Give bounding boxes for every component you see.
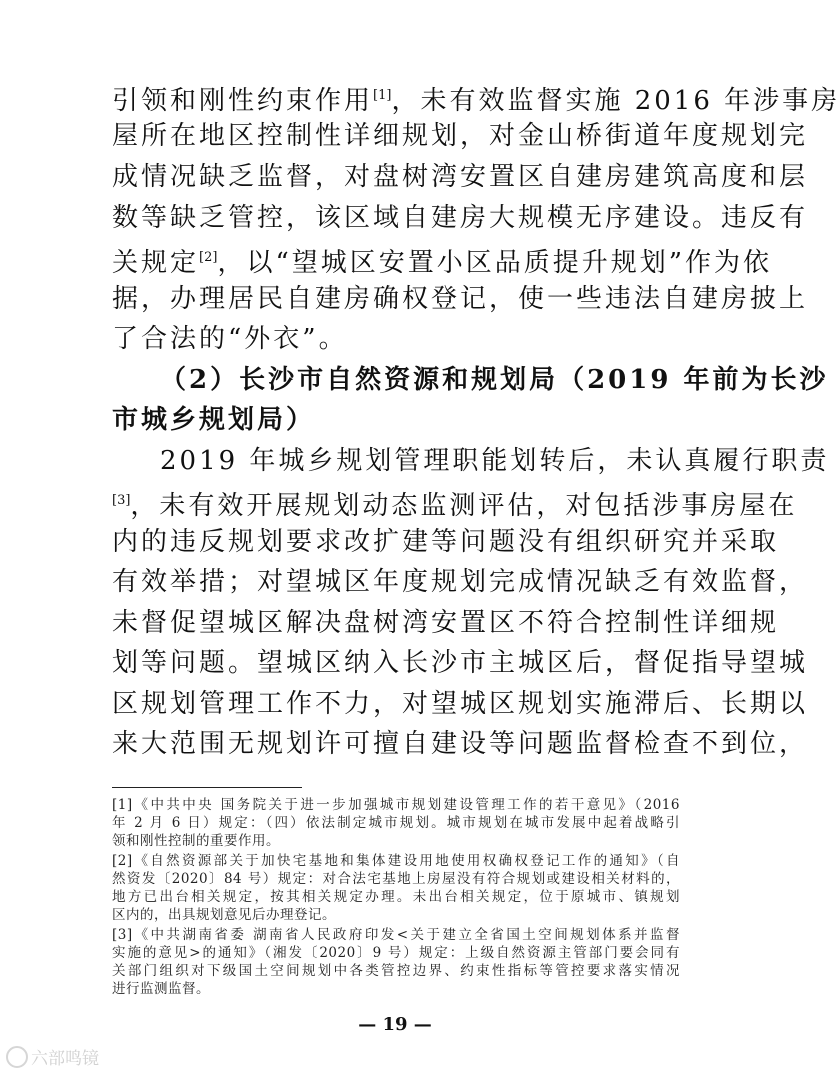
body-line-11: 有效举措；对望城区年度规划完成情况缺乏有效监督，: [112, 567, 809, 597]
body-line-15: 来大范围无规划许可擅自建设等问题监督检查不到位，: [112, 729, 809, 759]
page-number: — 19 —: [358, 1014, 432, 1035]
body-line-8: 2019 年城乡规划管理职能划转后，未认真履行职责: [160, 446, 830, 476]
footnote-2-line-1: [2]《自然资源部关于加快宅基地和集体建设用地使用权确权登记工作的通知》（自: [112, 853, 680, 869]
body-line-7: 了合法的“外衣”。: [112, 324, 348, 354]
section-heading-line-2: 市城乡规划局）: [112, 405, 316, 435]
body-line-5: [112, 242, 773, 279]
body-line-10: 内的违反规划要求改扩建等问题没有组织研究并采取: [112, 527, 780, 557]
body-text: 关规定: [112, 248, 200, 278]
footnote-3-line-1: [3]《中共湖南省委 湖南省人民政府印发<关于建立全省国土空间规划体系并监督: [112, 927, 680, 943]
footnote-ref-2[interactable]: [2]: [199, 250, 218, 265]
body-line-3: 成情况缺乏监督，对盘树湾安置区自建房建筑高度和层: [112, 162, 809, 192]
footnote-3-line-2: 实施的意见>的通知》（湘发〔2020〕9 号）规定：上级自然资源主管部门要会同有: [112, 945, 680, 961]
body-text: ，以“望城区安置小区品质提升规划”作为依: [217, 248, 773, 278]
footnote-ref-3[interactable]: [3]: [112, 493, 131, 508]
footnote-3-line-3: 关部门组织对下级国土空间规划中各类管控边界、约束性指标等管控要求落实情况: [112, 963, 680, 979]
body-text: ，未有效监督实施 2016 年涉事房: [391, 86, 840, 116]
footnote-2-line-3: 地方已出台相关规定，按其相关规定办理。未出台相关规定，位于原城市、镇规划: [112, 889, 680, 905]
body-line-6: 据，办理居民自建房确权登记，使一些违法自建房披上: [112, 284, 809, 314]
body-line-14: 区规划管理工作不力，对望城区规划实施滞后、长期以: [112, 689, 809, 719]
watermark: [6, 1044, 99, 1069]
body-text: 引领和刚性约束作用: [112, 86, 374, 116]
footnote-2-line-2: 然资发〔2020〕84 号）规定：对合法宅基地上房屋没有符合规划或建设相关材料的，: [112, 871, 680, 887]
watermark-text: 六部鸣镜: [31, 1049, 99, 1069]
body-line-1: [112, 80, 840, 117]
body-line-12: 未督促望城区解决盘树湾安置区不符合控制性详细规: [112, 608, 780, 638]
body-line-13: 划等问题。望城区纳入长沙市主城区后，督促指导望城: [112, 648, 809, 678]
section-heading-line-1: （2）长沙市自然资源和规划局（2019 年前为长沙: [160, 365, 829, 395]
body-line-9: [112, 485, 798, 522]
footnote-1-line-1: [1]《中共中央 国务院关于进一步加强城市规划建设管理工作的若干意见》（2016: [112, 797, 680, 813]
body-line-4: 数等缺乏管控，该区域自建房大规模无序建设。违反有: [112, 203, 809, 233]
footnote-3-line-4: 进行监测监督。: [112, 981, 210, 997]
footnote-1-line-3: 领和刚性控制的重要作用。: [112, 833, 280, 849]
footnote-ref-1[interactable]: [1]: [373, 88, 392, 103]
watermark-logo-icon: [6, 1046, 28, 1068]
footnote-separator: [112, 787, 302, 788]
footnote-1-line-2: 年 2 月 6 日）规定：（四）依法制定城市规划。城市规划在城市发展中起着战略引: [112, 815, 680, 831]
footnote-2-line-4: 区内的，出具规划意见后办理登记。: [112, 907, 336, 923]
body-text: ，未有效开展规划动态监测评估，对包括涉事房屋在: [130, 491, 798, 521]
body-line-2: 屋所在地区控制性详细规划，对金山桥街道年度规划完: [112, 121, 809, 151]
